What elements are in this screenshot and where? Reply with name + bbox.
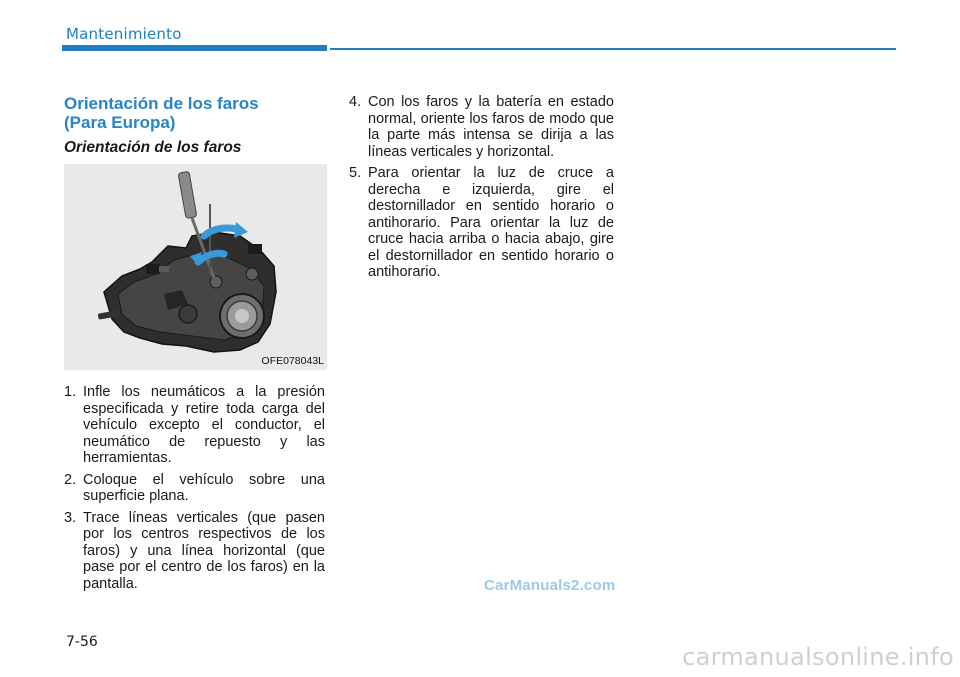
step-text: Con los faros y la batería en estado normal, oriente los faros de modo que la parte más intensa se dirija a las líneas verticales y horizontal. <box>368 94 614 160</box>
step-number: 1. <box>64 384 77 400</box>
step-item <box>64 472 325 505</box>
section-title-line2: (Para Europa) <box>64 113 176 132</box>
step-text: Para orientar la luz de cruce a derecha e izquierda, gire el destornillador en sentido horario o antihorario. Para orientar la luz de cruce hacia arriba o hacia abajo, gire el destornillador en sentido horario o antihorario. <box>368 165 614 280</box>
carmanuals-watermark: CarManuals2.com <box>484 577 616 594</box>
subsection-title: Orientación de los faros <box>64 139 242 156</box>
header-rule-thick <box>62 45 327 51</box>
rotation-arrowhead-upper <box>234 222 248 238</box>
step-text: Coloque el vehículo sobre una superficie plana. <box>83 471 325 504</box>
step-item <box>64 384 325 467</box>
adjuster-socket-left <box>179 305 197 323</box>
step-item <box>64 510 325 593</box>
headlamp-illustration <box>64 164 327 370</box>
step-number: 3. <box>64 509 77 526</box>
footer-watermark: carmanualsonline.info <box>682 643 954 671</box>
page-number: 7-56 <box>66 634 98 650</box>
figure-code: OFE078043L <box>261 355 324 367</box>
mount-tab-left <box>146 264 160 274</box>
steps-list-left <box>64 384 325 597</box>
section-header-title: Mantenimiento <box>66 25 182 43</box>
step-number: 4. <box>349 94 362 110</box>
adjuster-screw-1 <box>210 276 222 288</box>
step-number: 5. <box>349 165 362 181</box>
steps-list-right <box>349 94 614 286</box>
step-item <box>349 165 614 281</box>
header-rule-thin <box>330 48 896 50</box>
step-number: 2. <box>64 471 77 488</box>
screwdriver-handle <box>178 171 197 218</box>
mount-tab-left-2 <box>159 266 169 272</box>
step-text: Trace líneas verticales (que pasen por los centros respectivos de los faros) y una línea horizontal (que pase por el centro de los faros) en la pantalla. <box>83 509 325 592</box>
projector-lens-center <box>235 309 249 323</box>
step-item <box>349 94 614 160</box>
headlamp-drawing <box>64 164 327 370</box>
section-title <box>64 94 334 132</box>
mount-tab-right <box>248 244 262 254</box>
adjuster-screw-2 <box>246 268 258 280</box>
step-text: Infle los neumáticos a la presión especificada y retire toda carga del vehículo excepto el conductor, el neumático de repuesto y las herramientas. <box>83 384 325 466</box>
section-title-line1: Orientación de los faros <box>64 94 259 113</box>
